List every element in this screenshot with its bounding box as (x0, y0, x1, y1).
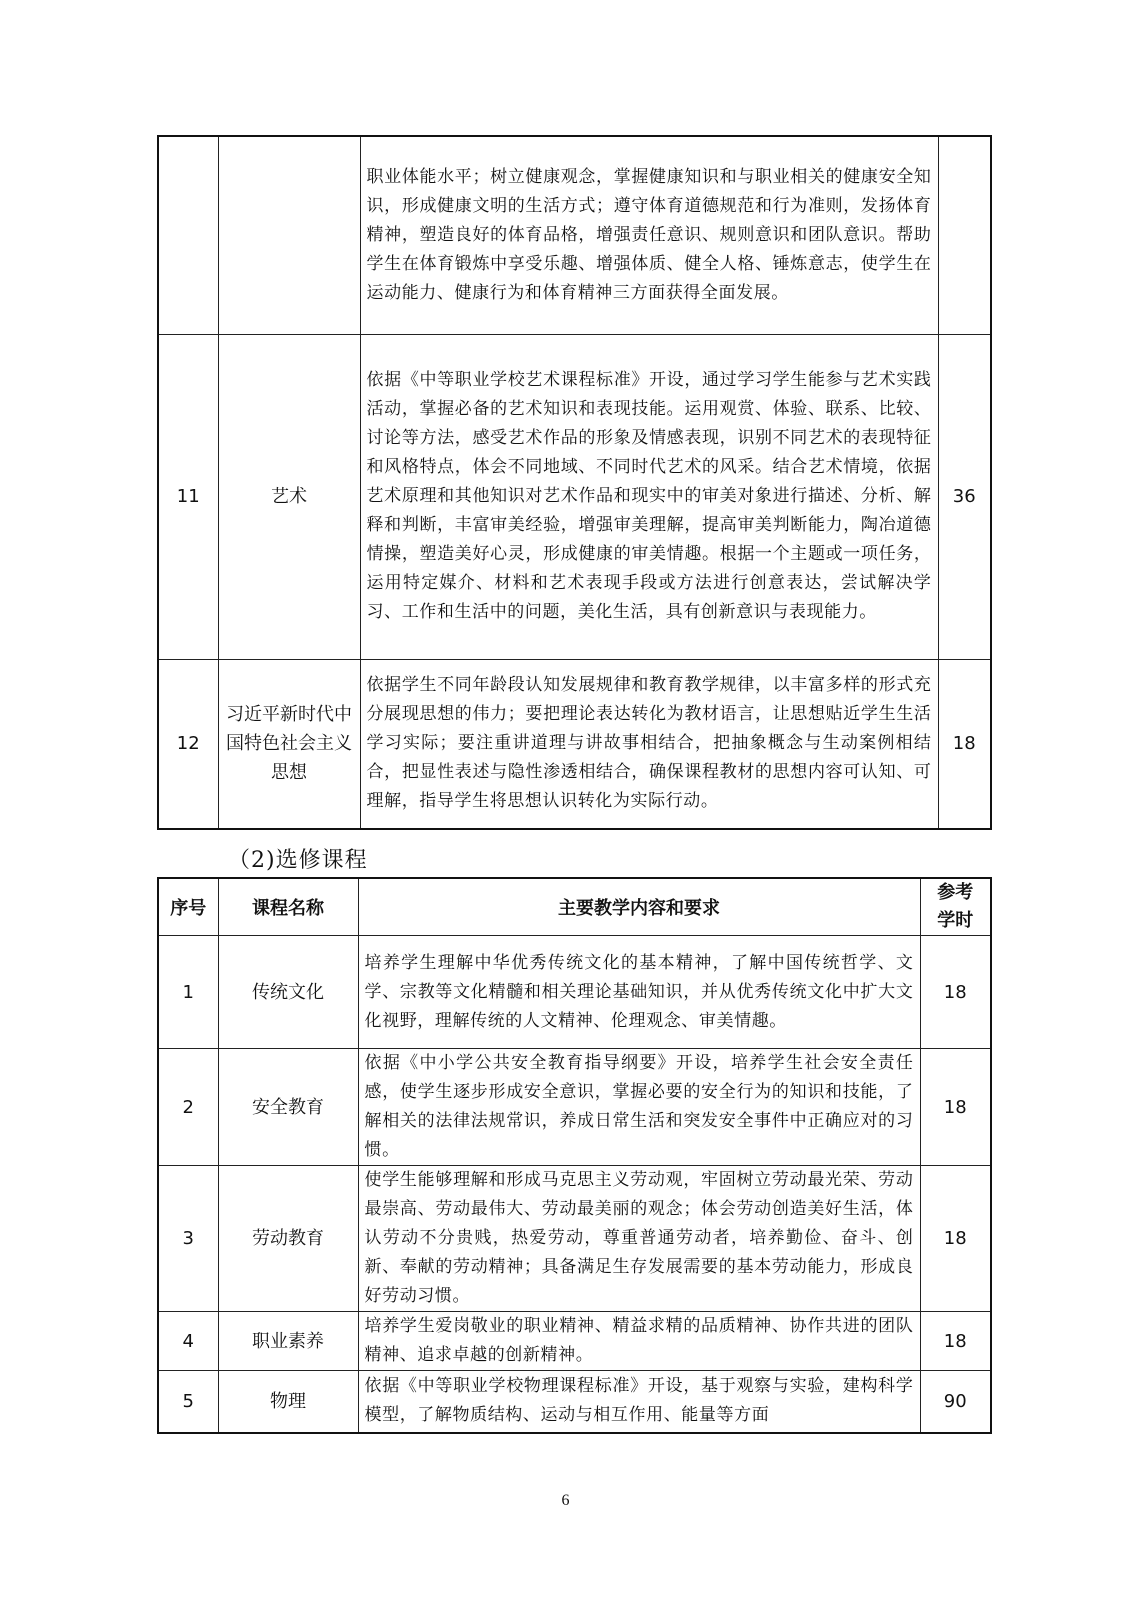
course-content: 使学生能够理解和形成马克思主义劳动观，牢固树立劳动最光荣、劳动最崇高、劳动最伟大、劳动最美丽的观念；体会劳动创造美好生活，体认劳动不分贵贱，热爱劳动，尊重普通劳动者，培养勤俭、奋斗、创新、奉献的劳动精神；具备满足生存发展需要的基本劳动能力，形成良好劳动习惯。 (358, 1166, 920, 1312)
course-hours: 18 (920, 1049, 991, 1166)
course-hours: 18 (920, 1166, 991, 1312)
course-number: 3 (158, 1166, 218, 1312)
course-number: 5 (158, 1371, 218, 1433)
course-name: 安全教育 (218, 1049, 358, 1166)
course-number: 1 (158, 936, 218, 1049)
page-number: 6 (561, 1492, 570, 1509)
course-name: 物理 (218, 1371, 358, 1433)
course-hours: 90 (920, 1371, 991, 1433)
course-content: 培养学生爱岗敬业的职业精神、精益求精的品质精神、协作共进的团队精神、追求卓越的创新精神。 (358, 1312, 920, 1371)
section-heading: （2)选修课程 (228, 848, 368, 873)
course-content: 职业体能水平；树立健康观念，掌握健康知识和与职业相关的健康安全知识，形成健康文明的生活方式；遵守体育道德规范和行为准则，发扬体育精神，塑造良好的体育品格，增强责任意识、规则意识和团队意识。帮助学生在体育锻炼中享受乐趣、增强体质、健全人格、锤炼意志，使学生在运动能力、健康行为和体育精神三方面获得全面发展。 (360, 136, 938, 334)
course-number: 4 (158, 1312, 218, 1371)
course-content: 依据《中小学公共安全教育指导纲要》开设，培养学生社会安全责任感，使学生逐步形成安全意识，掌握必要的安全行为的知识和技能，了解相关的法律法规常识，养成日常生活和突发安全事件中正确应对的习惯。 (358, 1049, 920, 1166)
course-hours: 18 (938, 659, 991, 829)
course-content: 培养学生理解中华优秀传统文化的基本精神，了解中国传统哲学、文学、宗教等文化精髓和相关理论基础知识，并从优秀传统文化中扩大文化视野，理解传统的人文精神、伦理观念、审美情趣。 (358, 936, 920, 1049)
course-hours: 36 (938, 334, 991, 659)
course-name: 习近平新时代中国特色社会主义思想 (218, 659, 360, 829)
course-name (218, 136, 360, 334)
course-content: 依据《中等职业学校物理课程标准》开设，基于观察与实验，建构科学模型，了解物质结构、运动与相互作用、能量等方面 (358, 1371, 920, 1433)
table-row (158, 936, 991, 1049)
course-number: 11 (158, 334, 218, 659)
header-name: 课程名称 (218, 878, 358, 936)
header-hours: 参考学时 (920, 878, 991, 936)
header-number: 序号 (158, 878, 218, 936)
header-content: 主要教学内容和要求 (358, 878, 920, 936)
course-name: 劳动教育 (218, 1166, 358, 1312)
course-number (158, 136, 218, 334)
course-name: 传统文化 (218, 936, 358, 1049)
table-row (158, 1312, 991, 1371)
table-row (158, 659, 991, 829)
table-row (158, 1371, 991, 1433)
course-name: 职业素养 (218, 1312, 358, 1371)
course-number: 12 (158, 659, 218, 829)
table-row (158, 1166, 991, 1312)
course-name: 艺术 (218, 334, 360, 659)
elective-courses-table (157, 877, 992, 1434)
course-hours: 18 (920, 936, 991, 1049)
course-hours: 18 (920, 1312, 991, 1371)
required-courses-table (157, 135, 992, 830)
course-hours (938, 136, 991, 334)
table-row (158, 334, 991, 659)
table-header-row (158, 878, 991, 936)
course-number: 2 (158, 1049, 218, 1166)
course-content: 依据学生不同年龄段认知发展规律和教育教学规律，以丰富多样的形式充分展现思想的伟力；要把理论表达转化为教材语言，让思想贴近学生生活学习实际；要注重讲道理与讲故事相结合，把抽象概念与生动案例相结合，把显性表述与隐性渗透相结合，确保课程教材的思想内容可认知、可理解，指导学生将思想认识转化为实际行动。 (360, 659, 938, 829)
table-row (158, 136, 991, 334)
course-content: 依据《中等职业学校艺术课程标准》开设，通过学习学生能参与艺术实践活动，掌握必备的艺术知识和表现技能。运用观赏、体验、联系、比较、讨论等方法，感受艺术作品的形象及情感表现，识别不同艺术的表现特征和风格特点，体会不同地域、不同时代艺术的风采。结合艺术情境，依据艺术原理和其他知识对艺术作品和现实中的审美对象进行描述、分析、解释和判断，丰富审美经验，增强审美理解，提高审美判断能力，陶冶道德情操，塑造美好心灵，形成健康的审美情趣。根据一个主题或一项任务，运用特定媒介、材料和艺术表现手段或方法进行创意表达，尝试解决学习、工作和生活中的问题，美化生活，具有创新意识与表现能力。 (360, 334, 938, 659)
table-row (158, 1049, 991, 1166)
